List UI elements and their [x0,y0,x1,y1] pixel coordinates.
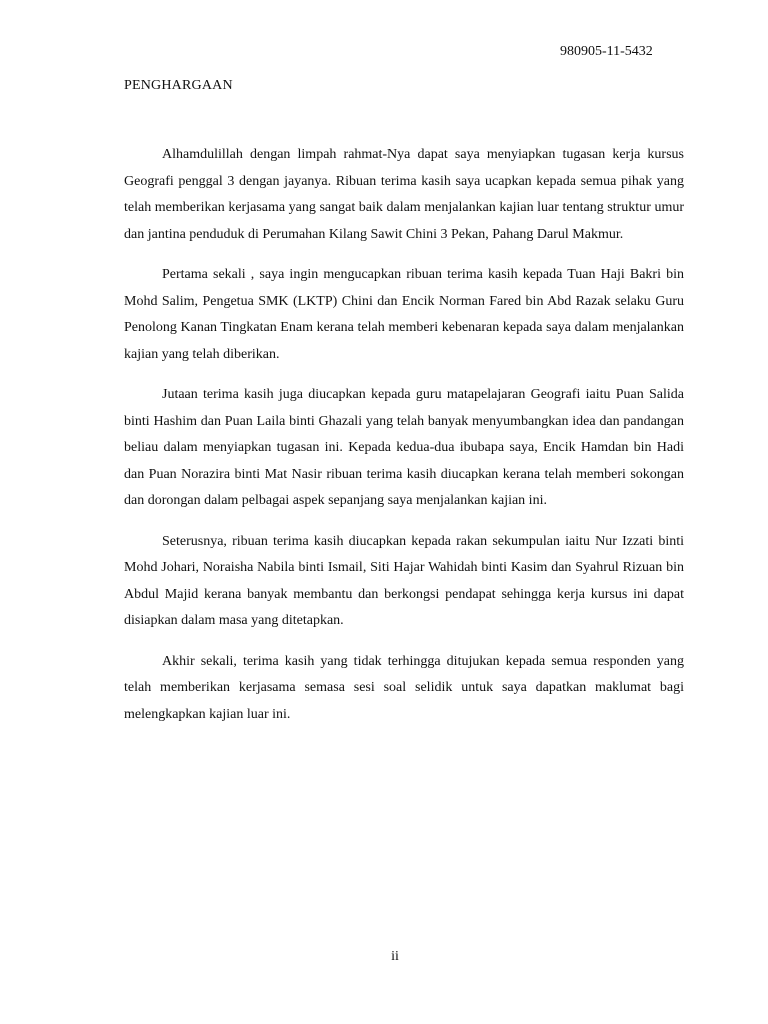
paragraph-1: Alhamdulillah dengan limpah rahmat-Nya dapat saya menyiapkan tugasan kerja kursus Geografi penggal 3 dengan jayanya. Ribuan terima kasih saya ucapkan kepada semua pihak yang telah memberikan kerjasama yang sangat baik dalam menjalankan kajian luar tentang struktur umur dan jantina penduduk di Perumahan Kilang Sawit Chini 3 Pekan, Pahang Darul Makmur. [124,147,684,242]
paragraph-2: Pertama sekali , saya ingin mengucapkan ribuan terima kasih kepada Tuan Haji Bakri bin Mohd Salim, Pengetua SMK (LKTP) Chini dan Encik Norman Fared bin Abd Razak selaku Guru Penolong Kanan Tingkatan Enam kerana telah memberi kebenaran kepada saya dalam menjalankan kajian yang telah diberikan. [124,267,684,362]
paragraph-3: Jutaan terima kasih juga diucapkan kepada guru matapelajaran Geografi iaitu Puan Salida binti Hashim dan Puan Laila binti Ghazali yang telah banyak menyumbangkan idea dan pandangan beliau dalam menyiapkan tugasan ini. Kepada kedua-dua ibubapa saya, Encik Hamdan bin Hadi dan Puan Norazira binti Mat Nasir ribuan terima kasih diucapkan kerana telah memberi sokongan dan dorongan dalam pelbagai aspek sepanjang saya menjalankan kajian ini. [124,387,684,508]
page-number: ii [391,949,399,964]
page-heading: PENGHARGAAN [124,78,233,93]
acknowledgement-body [124,142,684,742]
paragraph-4: Seterusnya, ribuan terima kasih diucapkan kepada rakan sekumpulan iaitu Nur Izzati binti Mohd Johari, Noraisha Nabila binti Ismail, Siti Hajar Wahidah binti Kasim dan Syahrul Rizuan bin Abdul Majid kerana banyak membantu dan berkongsi pendapat sehingga kerja kursus ini dapat disiapkan dalam masa yang ditetapkan. [124,533,684,628]
document-id-number: 980905-11-5432 [560,44,653,59]
paragraph-5: Akhir sekali, terima kasih yang tidak terhingga ditujukan kepada semua responden yang telah memberikan kerjasama semasa sesi soal selidik untuk saya dapatkan maklumat bagi melengkapkan kajian luar ini. [124,653,684,722]
